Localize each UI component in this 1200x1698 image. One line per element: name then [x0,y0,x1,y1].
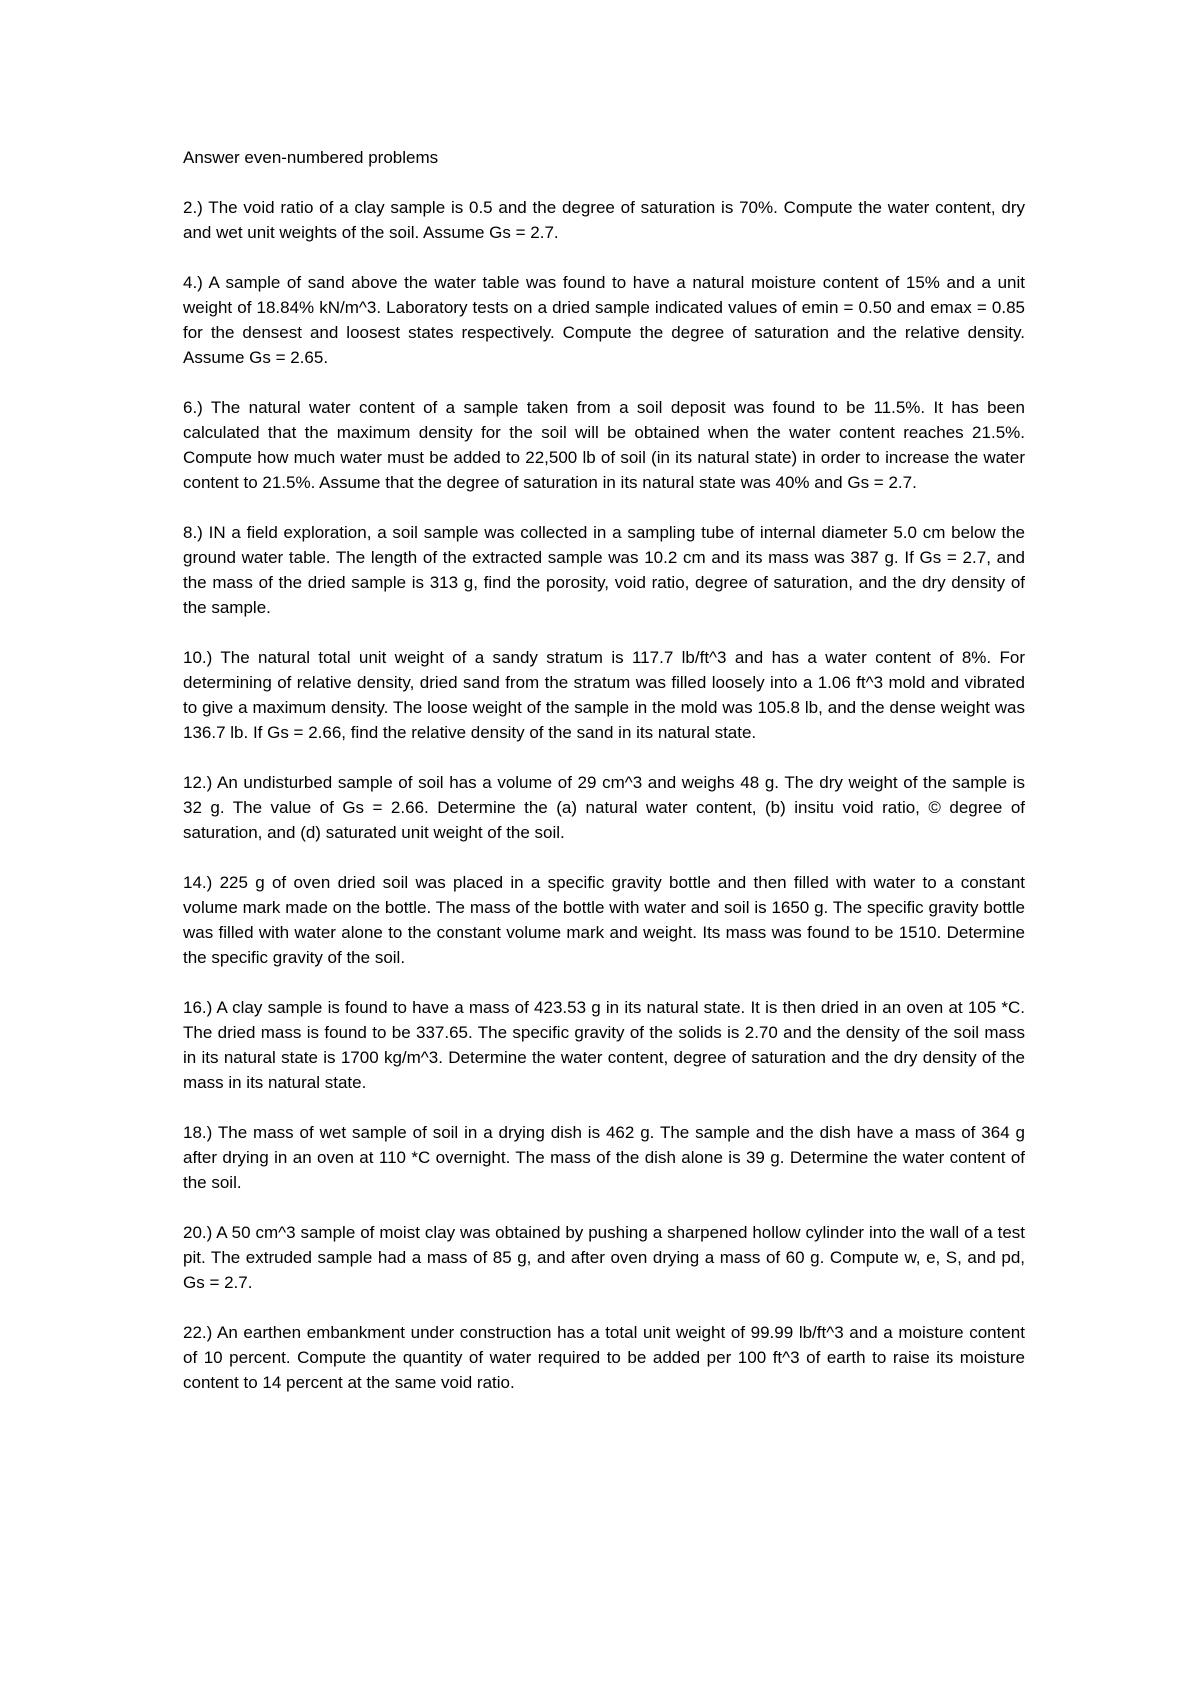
problem-14: 14.) 225 g of oven dried soil was placed in a specific gravity bottle and then filled with water to a constant volume mark made on the bottle. The mass of the bottle with water and soil is 1650 g. The specific gravity bottle was filled with water alone to the constant volume mark and weight. Its mass was found to be 1510. Determine the specific gravity of the soil. [183,873,1025,967]
problem-4: 4.) A sample of sand above the water table was found to have a natural moisture content of 15% and a unit weight of 18.84% kN/m^3. Laboratory tests on a dried sample indicated values of emin = 0.50 and emax = 0.85 for the densest and loosest states respectively. Compute the degree of saturation and the relative density. Assume Gs = 2.65. [183,273,1025,367]
problem-16: 16.) A clay sample is found to have a mass of 423.53 g in its natural state. It is then dried in an oven at 105 *C. The dried mass is found to be 337.65. The specific gravity of the solids is 2.70 and the density of the soil mass in its natural state is 1700 kg/m^3. Determine the water content, degree of saturation and the dry density of the mass in its natural state. [183,998,1025,1092]
problem-20: 20.) A 50 cm^3 sample of moist clay was obtained by pushing a sharpened hollow cylinder into the wall of a test pit. The extruded sample had a mass of 85 g, and after oven drying a mass of 60 g. Compute w, e, S, and pd, Gs = 2.7. [183,1223,1025,1292]
problem-10: 10.) The natural total unit weight of a sandy stratum is 117.7 lb/ft^3 and has a water content of 8%. For determining of relative density, dried sand from the stratum was filled loosely into a 1.06 ft^3 mold and vibrated to give a maximum density. The loose weight of the sample in the mold was 105.8 lb, and the dense weight was 136.7 lb. If Gs = 2.66, find the relative density of the sand in its natural state. [183,648,1025,742]
problem-2: 2.) The void ratio of a clay sample is 0.5 and the degree of saturation is 70%. Compute the water content, dry and wet unit weights of the soil. Assume Gs = 2.7. [183,198,1025,242]
document-heading: Answer even-numbered problems [183,148,439,167]
problem-22: 22.) An earthen embankment under construction has a total unit weight of 99.99 lb/ft^3 and a moisture content of 10 percent. Compute the quantity of water required to be added per 100 ft^3 of earth to raise its moisture content to 14 percent at the same void ratio. [183,1323,1025,1392]
problem-18: 18.) The mass of wet sample of soil in a drying dish is 462 g. The sample and the dish have a mass of 364 g after drying in an oven at 110 *C overnight. The mass of the dish alone is 39 g. Determine the water content of the soil. [183,1123,1025,1192]
problem-8: 8.) IN a field exploration, a soil sample was collected in a sampling tube of internal diameter 5.0 cm below the ground water table. The length of the extracted sample was 10.2 cm and its mass was 387 g. If Gs = 2.7, and the mass of the dried sample is 313 g, find the porosity, void ratio, degree of saturation, and the dry density of the sample. [183,523,1025,617]
problem-6: 6.) The natural water content of a sample taken from a soil deposit was found to be 11.5%. It has been calculated that the maximum density for the soil will be obtained when the water content reaches 21.5%. Compute how much water must be added to 22,500 lb of soil (in its natural state) in order to increase the water content to 21.5%. Assume that the degree of saturation in its natural state was 40% and Gs = 2.7. [183,398,1025,492]
problem-12: 12.) An undisturbed sample of soil has a volume of 29 cm^3 and weighs 48 g. The dry weight of the sample is 32 g. The value of Gs = 2.66. Determine the (a) natural water content, (b) insitu void ratio, © degree of saturation, and (d) saturated unit weight of the soil. [183,773,1025,842]
document-page [183,145,1025,1420]
